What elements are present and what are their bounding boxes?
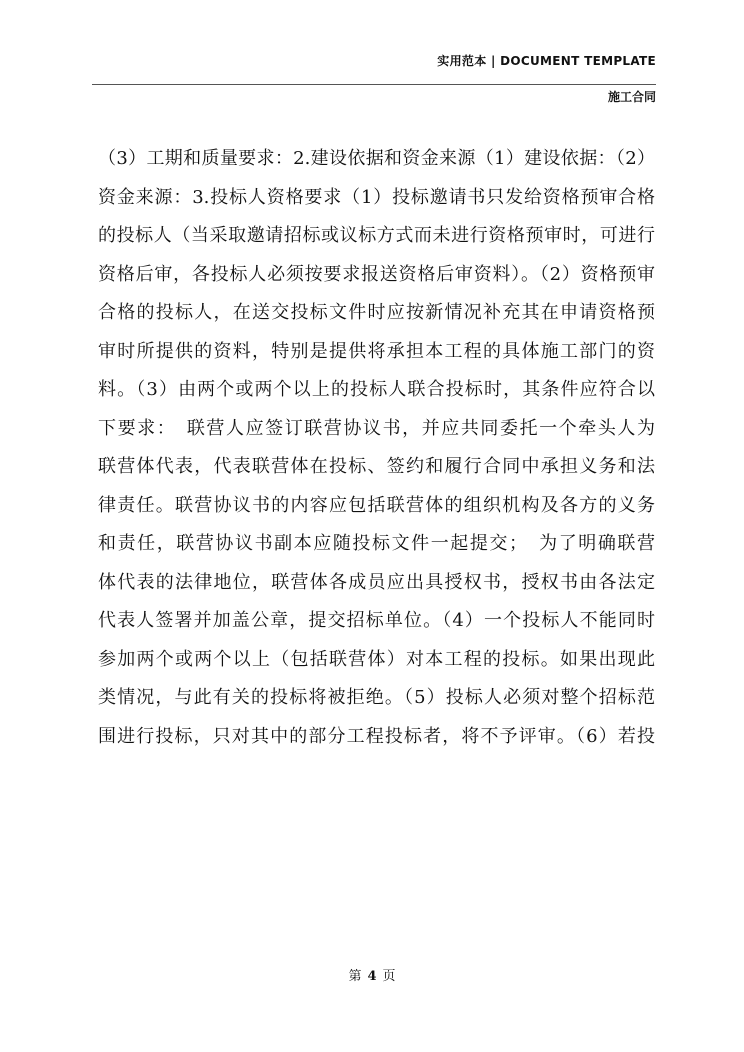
body-line: 参加两个或两个以上（包括联营体）对本工程的投标。如果出现此 bbox=[98, 648, 655, 670]
body-line: 的投标人（当采取邀请招标或议标方式而未进行资格预审时，可进行 bbox=[98, 225, 655, 246]
body-line: 合格的投标人，在送交投标文件时应按新情况补充其在申请资格预 bbox=[98, 302, 655, 323]
header-divider bbox=[92, 84, 656, 85]
page-suffix: 页 bbox=[382, 969, 396, 984]
body-line: 围进行投标，只对其中的部分工程投标者，将不予评审。（6）若投 bbox=[98, 725, 655, 747]
body-line: 律责任。联营协议书的内容应包括联营体的组织机构及各方的义务 bbox=[98, 494, 655, 516]
body-line: 料。（3）由两个或两个以上的投标人联合投标时，其条件应符合以 bbox=[98, 379, 655, 400]
body-text bbox=[98, 140, 655, 756]
header-template-label: 实用范本 | DOCUMENT TEMPLATE bbox=[437, 54, 656, 68]
body-line: 资金来源：3.投标人资格要求（1）投标邀请书只发给资格预审合格 bbox=[98, 186, 655, 208]
body-line: 下要求： 联营人应签订联营协议书，并应共同委托一个牵头人为 bbox=[98, 417, 655, 439]
body-line: 联营体代表，代表联营体在投标、签约和履行合同中承担义务和法 bbox=[98, 456, 655, 477]
page-prefix: 第 bbox=[348, 969, 362, 984]
body-line: 体代表的法律地位，联营体各成员应出具授权书，授权书由各法定 bbox=[98, 571, 655, 593]
body-line: 和责任，联营协议书副本应随投标文件一起提交； 为了明确联营 bbox=[98, 533, 655, 554]
body-line: 资格后审，各投标人必须按要求报送资格后审资料）。（2）资格预审 bbox=[98, 263, 655, 285]
body-line: 审时所提供的资料，特别是提供将承担本工程的具体施工部门的资 bbox=[98, 340, 655, 362]
page-footer bbox=[0, 965, 744, 984]
body-line: 类情况，与此有关的投标将被拒绝。（5）投标人必须对整个招标范 bbox=[98, 687, 655, 708]
body-line: （3）工期和质量要求：2.建设依据和资金来源（1）建设依据：（2） bbox=[98, 148, 655, 169]
page-number: 4 bbox=[367, 969, 377, 984]
body-line: 代表人签署并加盖公章，提交招标单位。（4）一个投标人不能同时 bbox=[98, 610, 655, 631]
header-doc-type: 施工合同 bbox=[607, 90, 656, 104]
